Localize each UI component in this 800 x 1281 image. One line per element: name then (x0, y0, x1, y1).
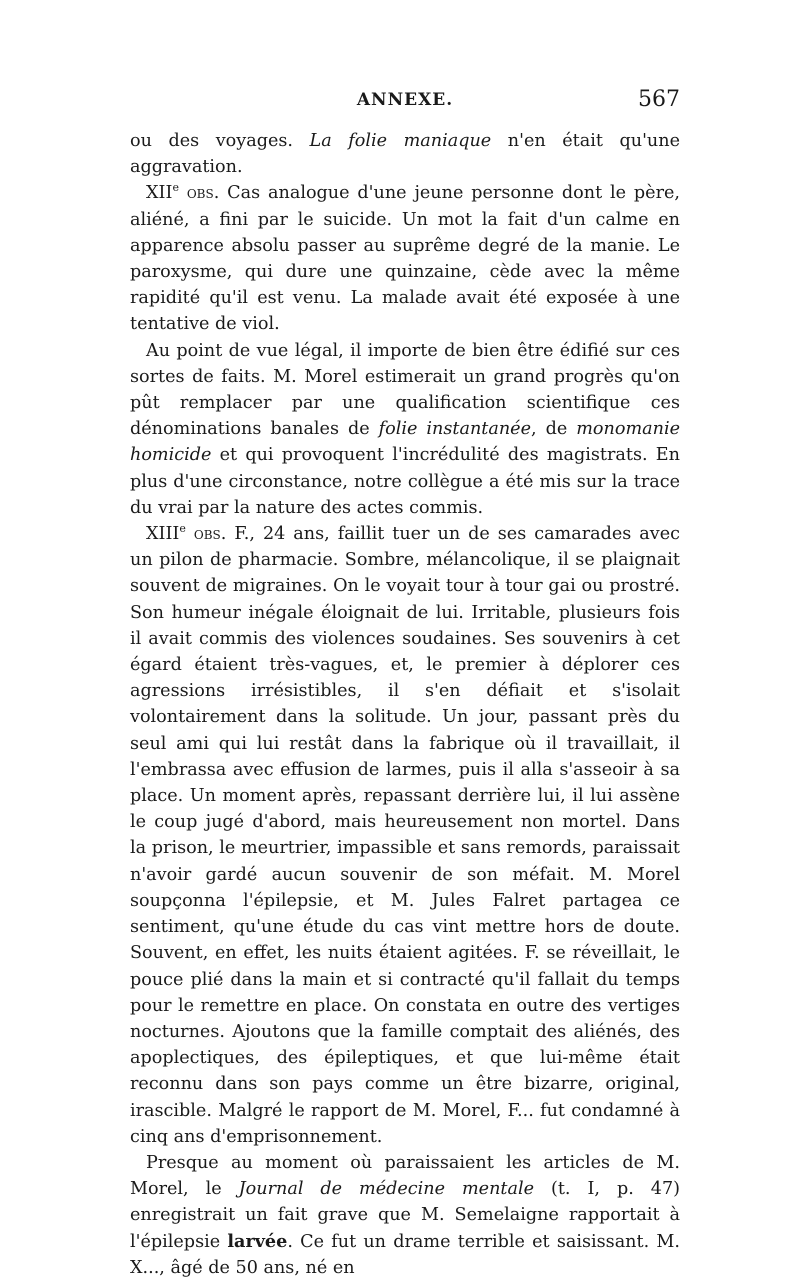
paragraph (130, 521, 680, 1150)
superscript: e (172, 181, 179, 195)
text-run: Cas analogue d'une jeune personne dont le père, aliéné, a fini par le suicide. Un mot la fait d'un calme en apparence absolu passer au suprême degré de la manie. Le paroxysme, qui dure une quinzaine, cède avec la même rapidité qu'il est venu. La malade avait été exposée à une tentative de viol. (130, 183, 680, 335)
paragraph (130, 1150, 680, 1281)
paragraph (130, 338, 680, 521)
paragraph (130, 128, 680, 180)
italic-phrase: folie instantanée (378, 419, 532, 440)
running-head (130, 87, 680, 120)
text-run: ou des voyages. (130, 131, 310, 151)
text-run: XII (146, 183, 173, 204)
superscript: e (179, 522, 186, 536)
text-run: (t. I, p. 47) enregistrait un fait grave que M. Semelaigne rapportait à l'épilepsie (130, 1179, 681, 1252)
text-run: obs. (185, 524, 227, 545)
italic-phrase: monomanie homicide (130, 419, 680, 466)
text-run: XIII (146, 524, 180, 545)
text-run: larvée (227, 1230, 288, 1252)
text-run: obs. (178, 183, 220, 204)
text-run: F., 24 ans, faillit tuer un de ses camarades avec un pilon de pharmacie. Sombre, mélancolique, il se plaignait souvent de migraines. On le voyait tour à tour gai ou prostré. Son humeur inégale éloignait de lui. Irritable, plusieurs fois il avait commis des violences soudaines. Ses souvenirs à cet égard étaient très-vagues, et, le premier à déplorer ces agressions irrésistibles, il s'en défiait et s'isolait volontairement dans la solitude. Un jour, passant près du seul ami qui lui restât dans la fabrique où il travaillait, il l'embrassa avec effusion de larmes, puis il alla s'asseoir à sa place. Un moment après, repassant derrière lui, il lui assène le coup jugé d'abord, mais heureusement non mortel. Dans la prison, le meurtrier, impassible et sans remords, paraissait n'avoir gardé aucun souvenir de son méfait. M. Morel soupçonna l'épilepsie, et M. Jules Falret partagea ce sentiment, qu'une étude du cas vint mettre hors de doute. Souvent, en effet, les nuits étaient agitées. F. se réveillait, le pouce plié dans la main et si contracté qu'il fallait du temps pour le remettre en place. On constata en outre des vertiges nocturnes. Ajoutons que la famille comptait des aliénés, des apoplectiques, des épileptiques, et que lui-même était reconnu dans son pays comme un être bizarre, original, irascible. Malgré le rapport de M. Morel, F... fut condamné à cinq ans d'emprisonnement. (130, 524, 681, 1147)
text-run: Au point de vue légal, il importe de bien être édifié sur ces sortes de faits. M. Morel estimerait un grand progrès qu'on pût remplacer par une qualification scientifique ces dénominations banales de (130, 340, 680, 440)
italic-phrase: Journal de médecine mentale (238, 1179, 535, 1200)
text-run: . Ce fut un drame terrible et saisissant. M. X..., âgé de 50 ans, né en (130, 1231, 681, 1278)
text-run: et qui provoquent l'incrédulité des magistrats. En plus d'une circonstance, notre collègue a été mis sur la trace du vrai par la nature des actes commis. (130, 445, 680, 518)
paragraph (130, 180, 680, 337)
text-body (130, 128, 680, 1281)
text-run: n'en était qu'une aggravation. (130, 131, 680, 178)
italic-phrase: La folie maniaque (309, 131, 492, 151)
text-run: , de (531, 419, 577, 440)
running-title: ANNEXE. (356, 90, 454, 110)
text-run: Presque au moment où paraissaient les articles de M. Morel, le (130, 1152, 680, 1200)
page-number: 567 (638, 87, 680, 112)
